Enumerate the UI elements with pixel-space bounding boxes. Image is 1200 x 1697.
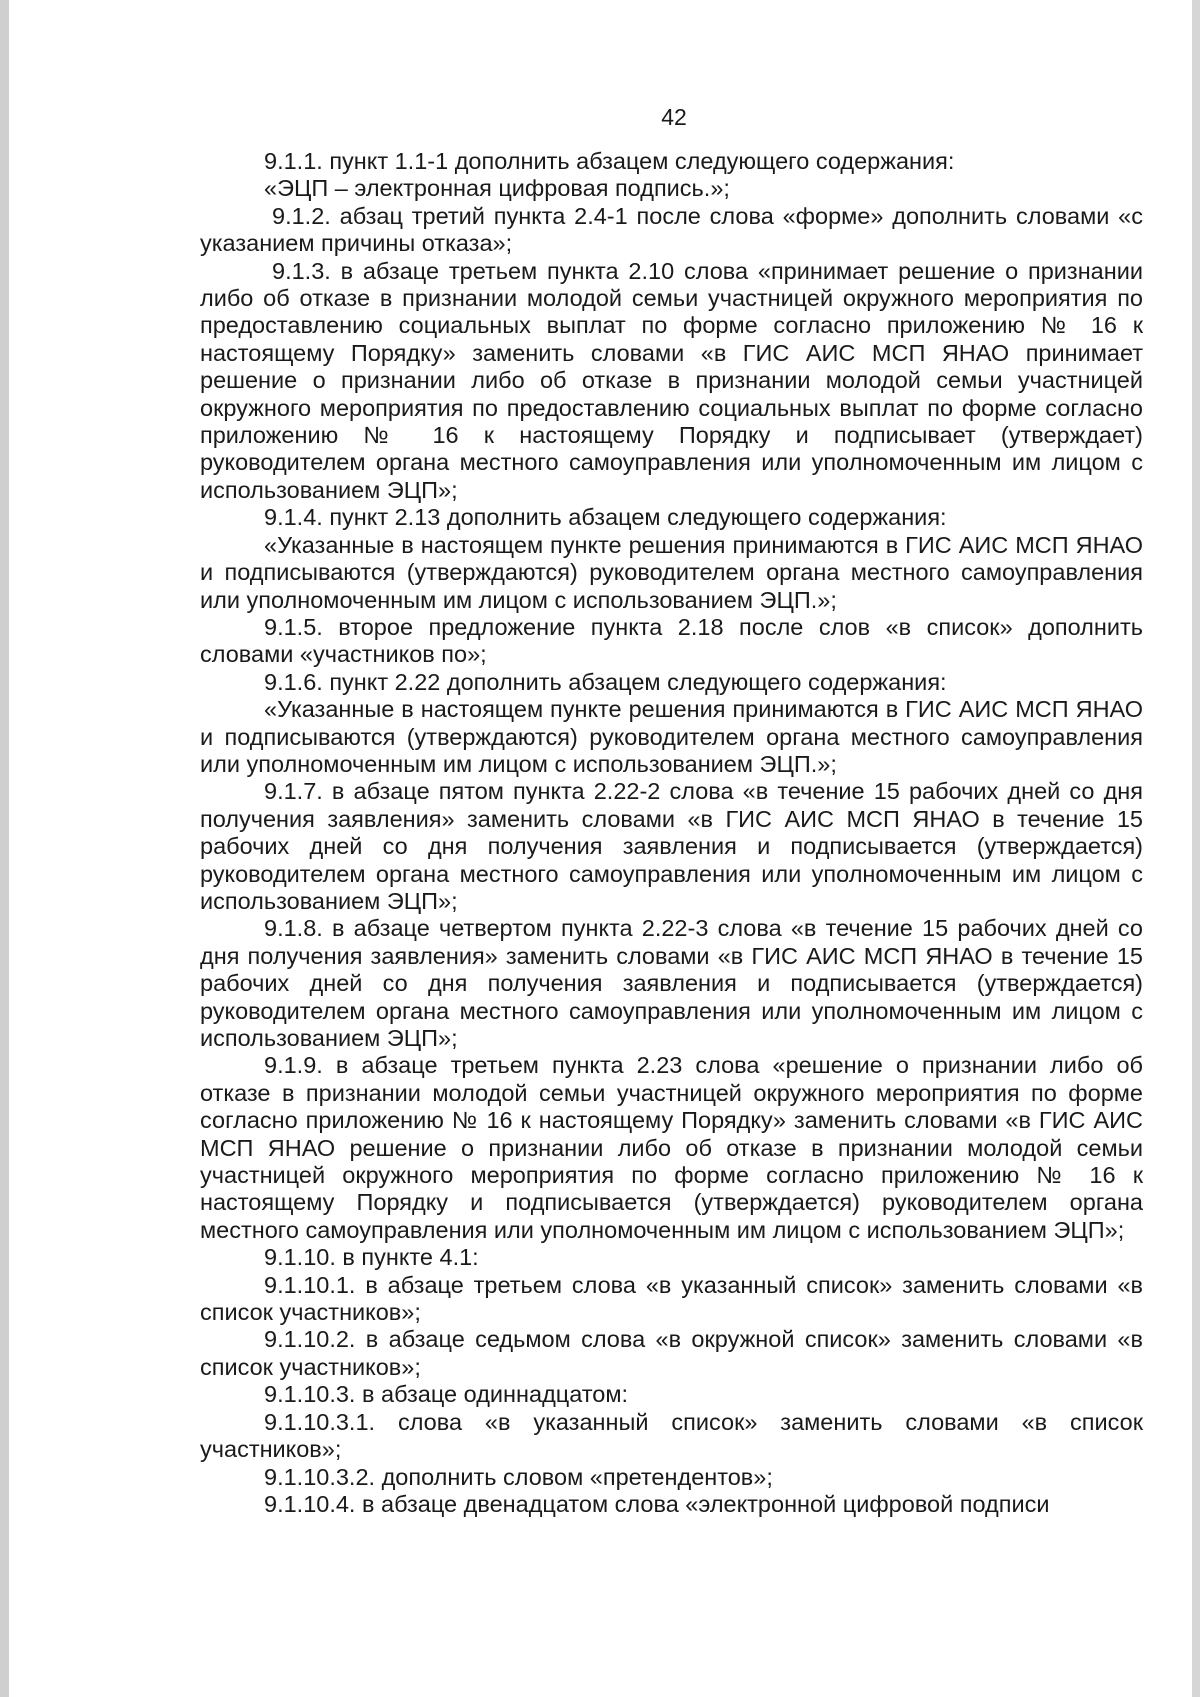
paragraph-9-1-9: 9.1.9. в абзаце третьем пункта 2.23 слова «решение о признании либо об отказе в признании молодой семьи участницей окружного мероприятия по форме согласно приложению № 16 к настоящему Порядку» заменить словами «в ГИС АИС МСП ЯНАО решение о признании либо об отказе в признании молодой семьи участницей окружного мероприятия по форме согласно приложению № 16 к настоящему Порядку и подписывается (утверждается) руководителем органа местного самоуправления или уполномоченным им лицом с использованием ЭЦП»; [200,1052,1143,1243]
paragraph-9-1-6-quote: «Указанные в настоящем пункте решения принимаются в ГИС АИС МСП ЯНАО и подписываются (утверждаются) руководителем органа местного самоуправления или уполномоченным им лицом с использованием ЭЦП.»; [200,696,1143,777]
paragraph-9-1-3: 9.1.3. в абзаце третьем пункта 2.10 слова «принимает решение о признании либо об отказе в признании молодой семьи участницей окружного мероприятия по предоставлению социальных выплат по форме согласно приложению № 16 к настоящему Порядку» заменить словами «в ГИС АИС МСП ЯНАО принимает решение о признании либо об отказе в признании молодой семьи участницей окружного мероприятия по предоставлению социальных выплат по форме согласно приложению № 16 к настоящему Порядку и подписывает (утверждает) руководителем органа местного самоуправления или уполномоченным им лицом с использованием ЭЦП»; [200,257,1143,503]
paragraph-9-1-4-quote: «Указанные в настоящем пункте решения принимаются в ГИС АИС МСП ЯНАО и подписываются (утверждаются) руководителем органа местного самоуправления или уполномоченным им лицом с использованием ЭЦП.»; [200,531,1143,613]
paragraph-9-1-8: 9.1.8. в абзаце четвертом пункта 2.22-3 слова «в течение 15 рабочих дней со дня получения заявления» заменить словами «в ГИС АИС МСП ЯНАО в течение 15 рабочих дней со дня получения заявления и подписывается (утверждается) руководителем органа местного самоуправления или уполномоченным им лицом с использованием ЭЦП»; [200,915,1143,1051]
paragraph-9-1-7: 9.1.7. в абзаце пятом пункта 2.22-2 слова «в течение 15 рабочих дней со дня получения заявления» заменить словами «в ГИС АИС МСП ЯНАО в течение 15 рабочих дней со дня получения заявления и подписывается (утверждается) руководителем органа местного самоуправления или уполномоченным им лицом с использованием ЭЦП»; [200,778,1143,914]
paragraph-9-1-10-2: 9.1.10.2. в абзаце седьмом слова «в окружной список» заменить словами «в список участников»; [200,1326,1143,1380]
paragraph-9-1-10-3-1: 9.1.10.3.1. слова «в указанный список» заменить словами «в список участников»; [200,1408,1143,1463]
document-page [9,0,1192,1697]
paragraph-9-1-10: 9.1.10. в пункте 4.1: [264,1244,479,1271]
paragraph-9-1-10-1: 9.1.10.1. в абзаце третьем слова «в указанный список» заменить словами «в список участников»; [200,1271,1143,1326]
paragraph-9-1-10-3-2: 9.1.10.3.2. дополнить словом «претендентов»; [264,1463,773,1490]
paragraph-9-1-5: 9.1.5. второе предложение пункта 2.18 после слов «в список» дополнить словами «участников по»; [200,613,1143,668]
scan-edge-left [0,0,9,1697]
page-number: 42 [661,104,687,130]
document-body [200,148,1143,1518]
paragraph-9-1-6: 9.1.6. пункт 2.22 дополнить абзацем следующего содержания: [264,668,947,695]
paragraph-9-1-4: 9.1.4. пункт 2.13 дополнить абзацем следующего содержания: [264,504,947,531]
scan-edge-right [1192,0,1200,1697]
paragraph-9-1-2: 9.1.2. абзац третий пункта 2.4-1 после слова «форме» дополнить словами «с указанием причины отказа»; [200,202,1143,257]
paragraph-9-1-10-4: 9.1.10.4. в абзаце двенадцатом слова «электронной цифровой подписи [264,1490,1050,1517]
paragraph-9-1-1: 9.1.1. пункт 1.1-1 дополнить абзацем следующего содержания: [264,148,955,174]
paragraph-ecp-definition: «ЭЦП – электронная цифровая подпись.»; [264,175,730,202]
paragraph-9-1-10-3: 9.1.10.3. в абзаце одиннадцатом: [264,1381,629,1408]
